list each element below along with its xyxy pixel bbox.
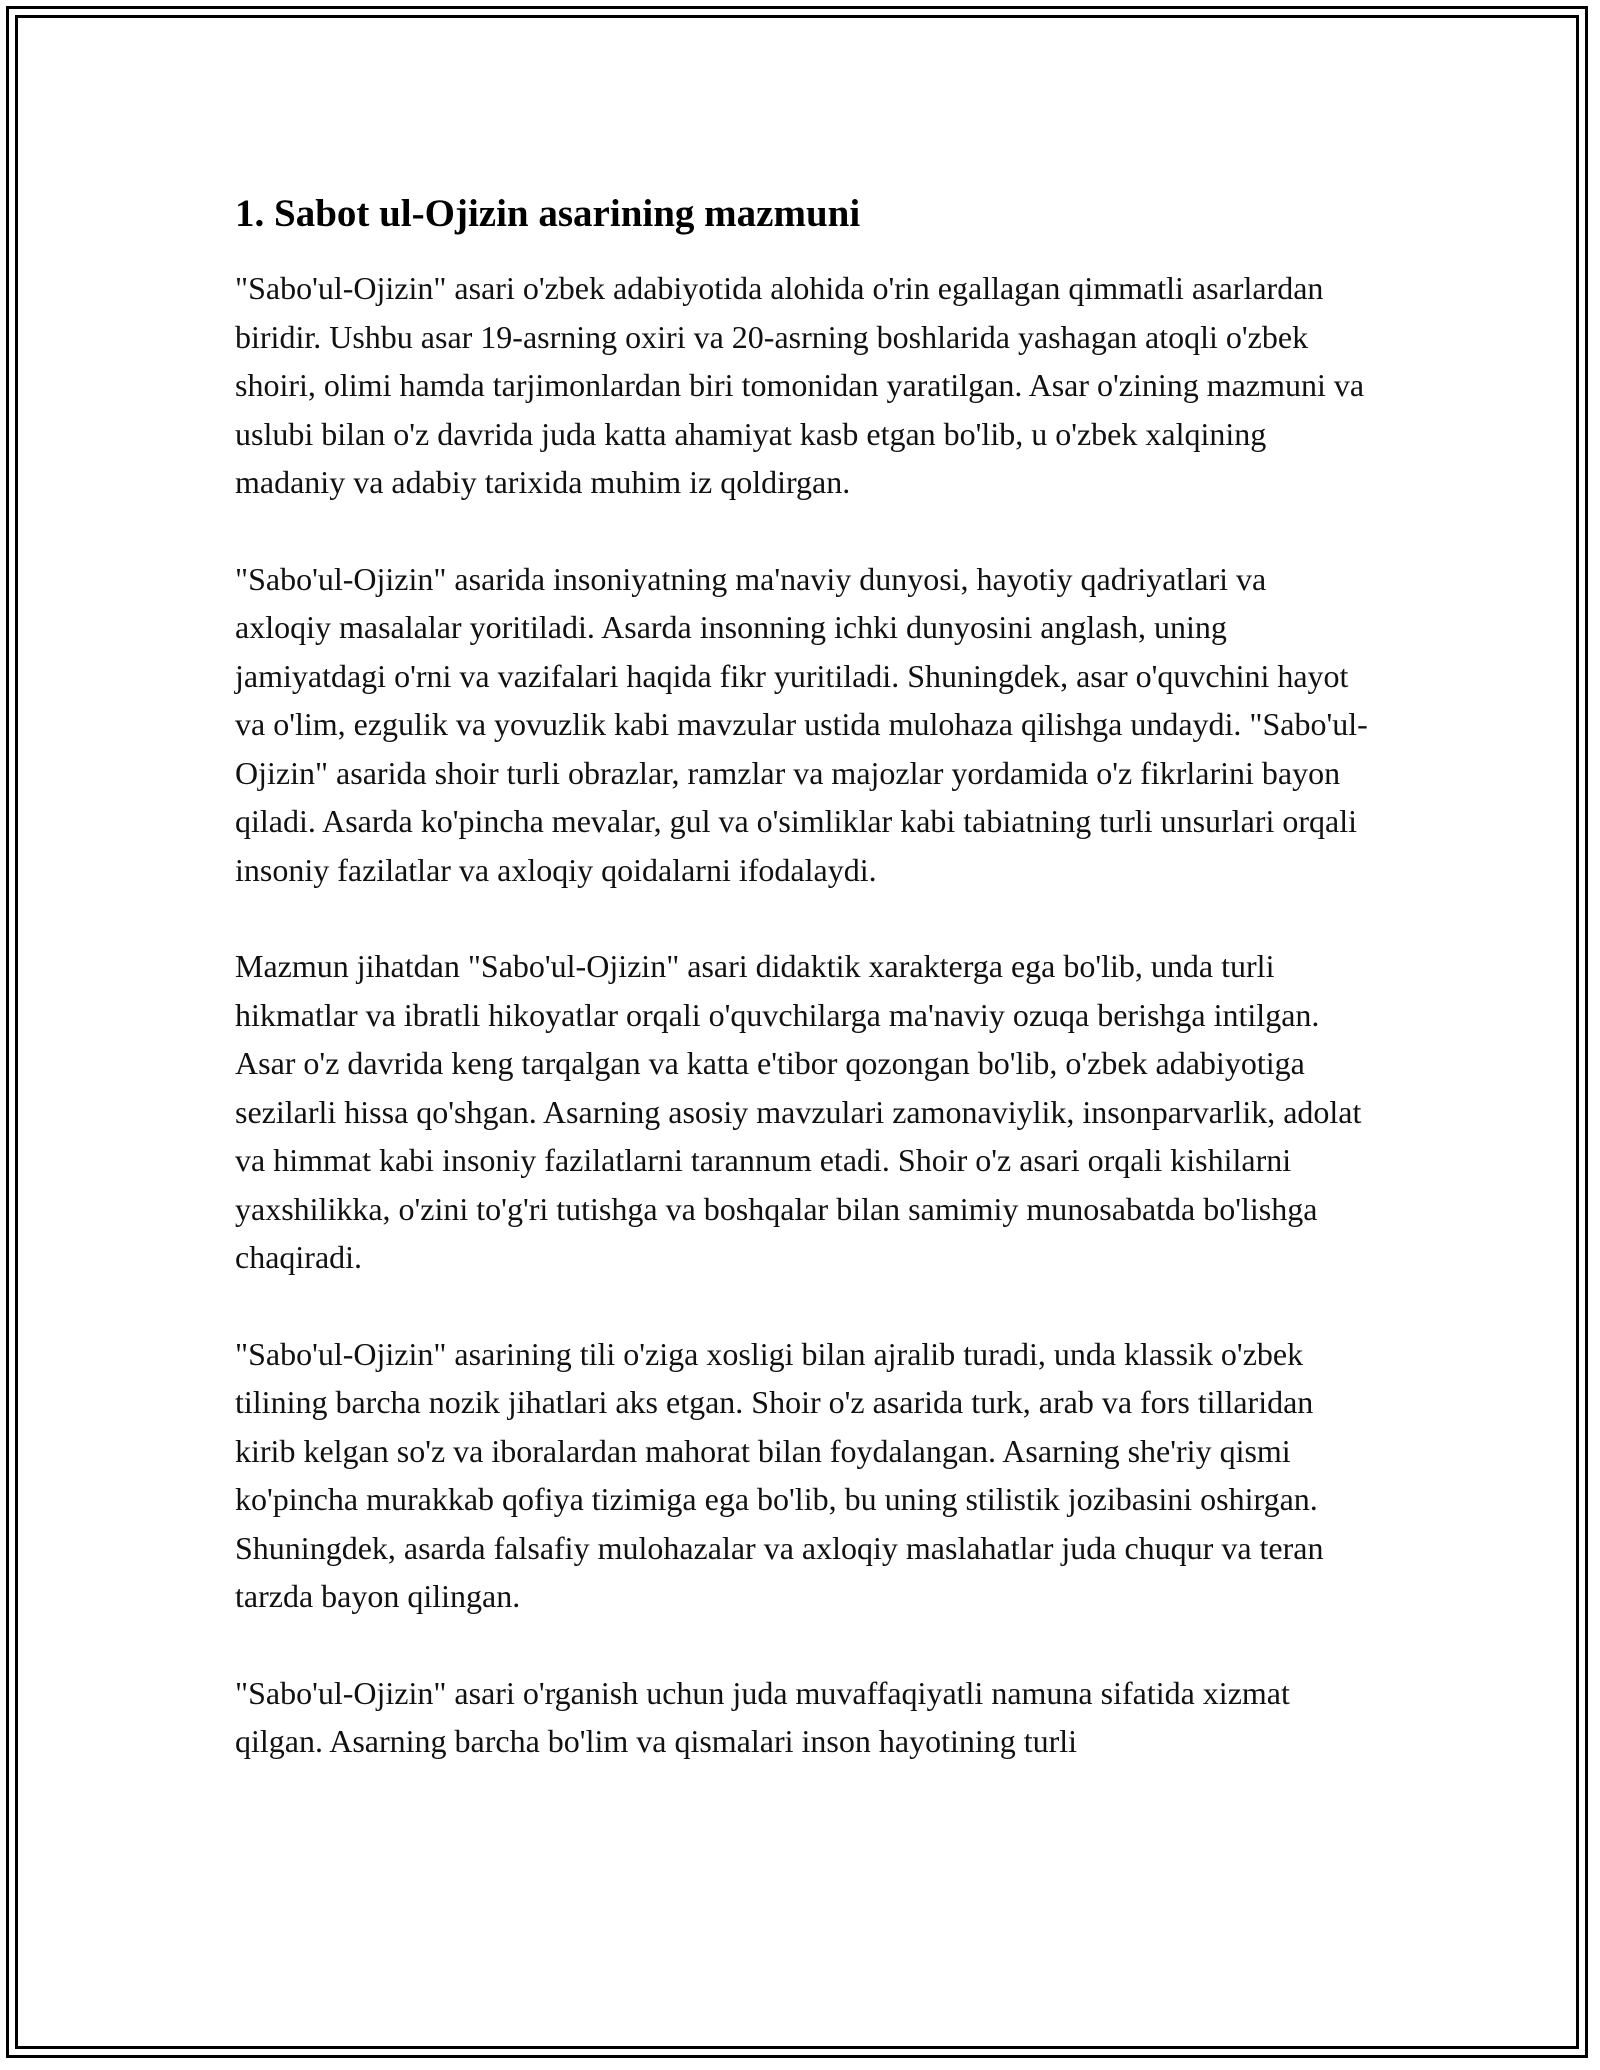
- paragraph-2: "Sabo'ul-Ojizin" asarida insoniyatning ma'naviy dunyosi, hayotiy qadriyatlari va axloqiy masalalar yoritiladi. Asarda insonning ichki dunyosini anglash, uning jamiyatdagi o'rni va vazifalari haqida fikr yuritiladi. Shuningdek, asar o'quvchini hayot va o'lim, ezgulik va yovuzlik kabi mavzular ustida mulohaza qilishga undaydi. "Sabo'ul-Ojizin" asarida shoir turli obrazlar, ramzlar va majozlar yordamida o'z fikrlarini bayon qiladi. Asarda ko'pincha mevalar, gul va o'simliklar kabi tabiatning turli unsurlari orqali insoniy fazilatlar va axloqiy qoidalarni ifodalaydi.: [235, 560, 1368, 888]
- paragraph-4: "Sabo'ul-Ojizin" asarining tili o'ziga xosligi bilan ajralib turadi, unda klassik o'zbek tilining barcha nozik jihatlari aks etgan. Shoir o'z asarida turk, arab va fors tillaridan kirib kelgan so'z va iboralardan mahorat bilan foydalangan. Asarning she'riy qismi ko'pincha murakkab qofiya tizimiga ega bo'lib, bu uning stilistik jozibasini oshirgan. Shuningdek, asarda falsafiy mulohazalar va axloqiy maslahatlar juda chuqur va teran tarzda bayon qilingan.: [235, 1335, 1324, 1614]
- document-body: [235, 188, 1370, 1766]
- paragraph-5: "Sabo'ul-Ojizin" asari o'rganish uchun juda muvaffaqiyatli namuna sifatida xizmat qilgan. Asarning barcha bo'lim va qismalari inson hayotining turli: [235, 1674, 1290, 1759]
- paragraph-3: Mazmun jihatdan "Sabo'ul-Ojizin" asari didaktik xarakterga ega bo'lib, unda turli hikmatlar va ibratli hikoyatlar orqali o'quvchilarga ma'naviy ozuqa berishga intilgan. Asar o'z davrida keng tarqalgan va katta e'tibor qozongan bo'lib, o'zbek adabiyotiga sezilarli hissa qo'shgan. Asarning asosiy mavzulari zamonaviylik, insonparvarlik, adolat va himmat kabi insoniy fazilatlarni tarannum etadi. Shoir o'z asari orqali kishilarni yaxshilikka, o'zini to'g'ri tutishga va boshqalar bilan samimiy munosabatda bo'lishga chaqiradi.: [235, 948, 1362, 1275]
- section-heading: 1. Sabot ul-Ojizin asarining mazmuni: [235, 192, 861, 235]
- paragraph-1: "Sabo'ul-Ojizin" asari o'zbek adabiyotida alohida o'rin egallagan qimmatli asarlardan biridir. Ushbu asar 19-asrning oxiri va 20-asrning boshlarida yashagan atoqli o'zbek shoiri, olimi hamda tarjimonlardan biri tomonidan yaratilgan. Asar o'zining mazmuni va uslubi bilan o'z davrida juda katta ahamiyat kasb etgan bo'lib, u o'zbek xalqining madaniy va adabiy tarixida muhim iz qoldirgan.: [235, 270, 1365, 500]
